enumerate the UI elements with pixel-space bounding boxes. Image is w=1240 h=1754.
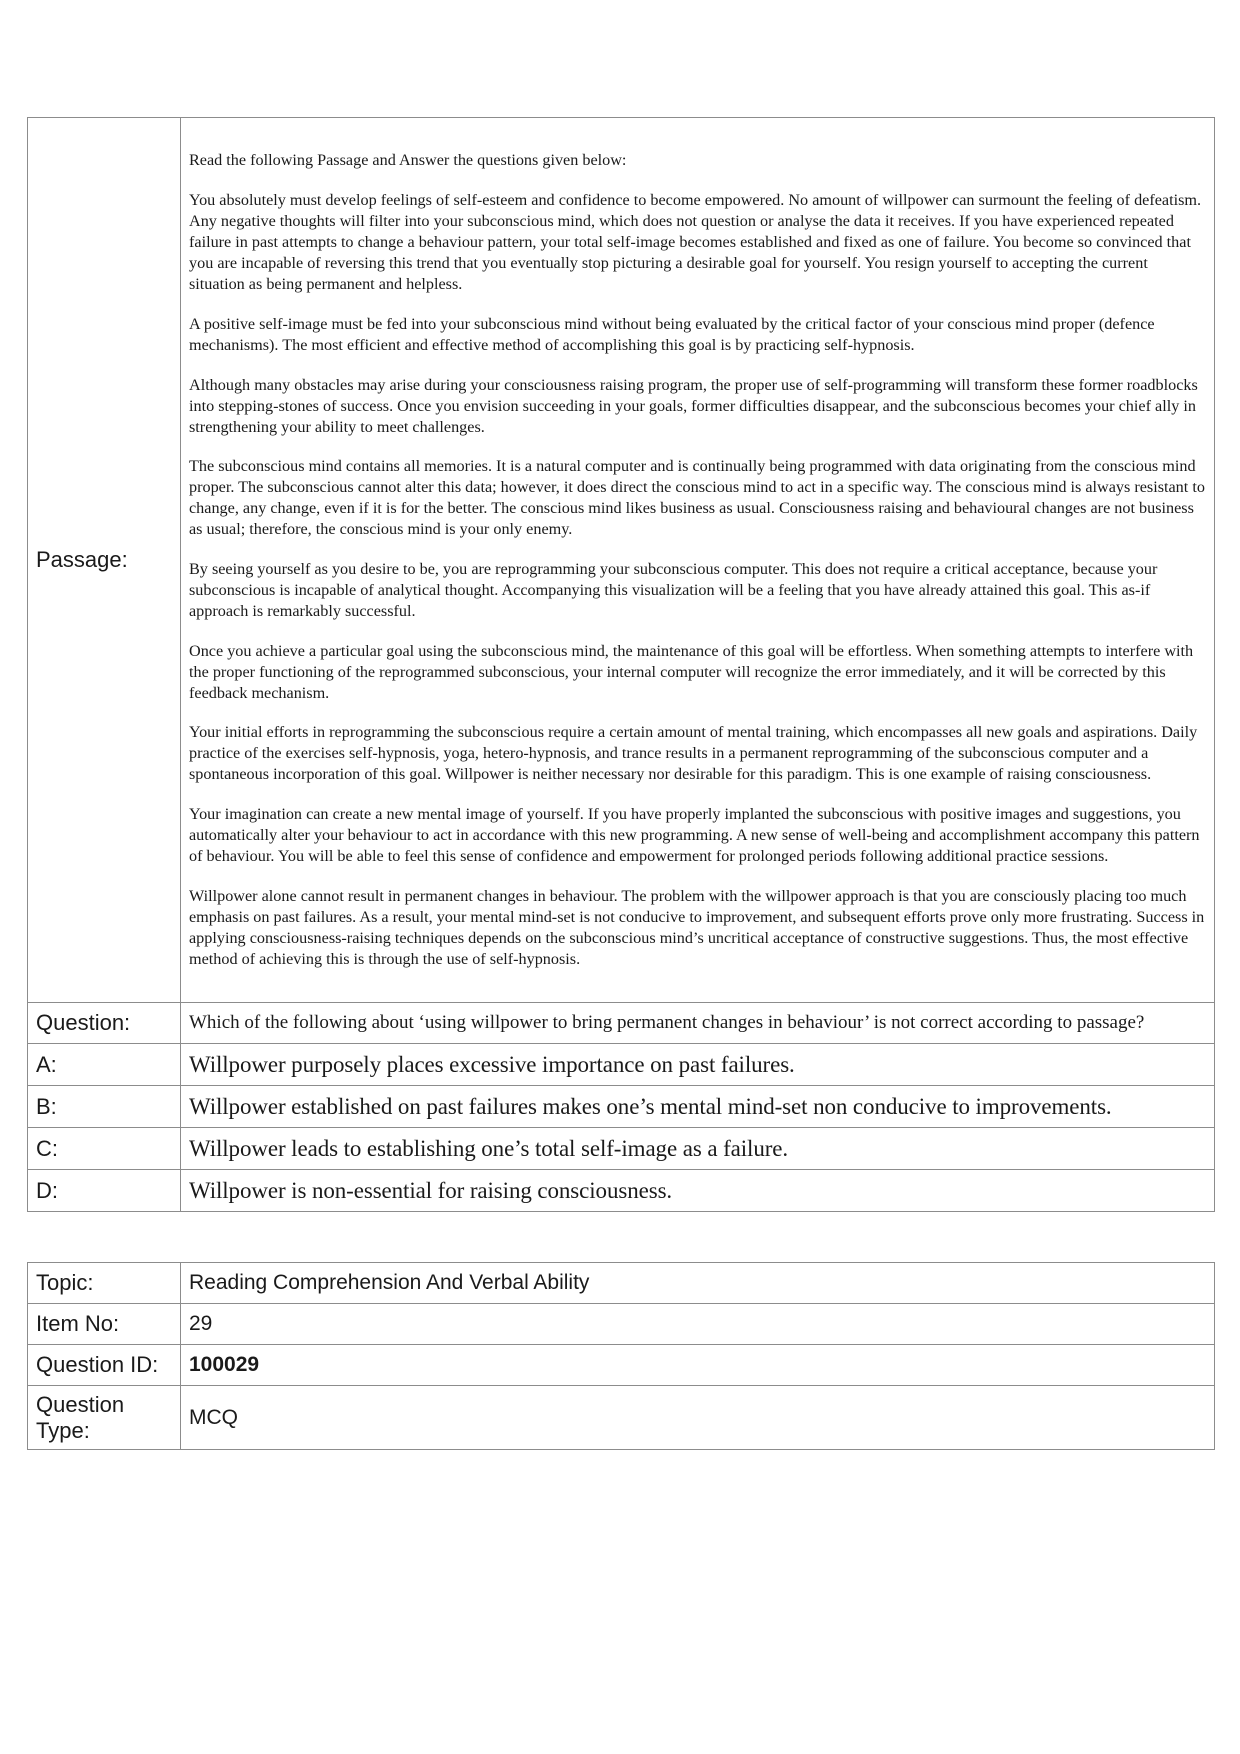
item-no-row: [28, 1304, 1215, 1345]
topic-label: Topic:: [28, 1263, 181, 1304]
option-a-text: Willpower purposely places excessive importance on past failures.: [181, 1044, 1215, 1086]
option-d-label: D:: [28, 1170, 181, 1212]
question-type-row: [28, 1386, 1215, 1450]
passage-paragraph: Although many obstacles may arise during your consciousness raising program, the proper use of self-programming will transform these former roadblocks into stepping-stones of success. Once you envision succeeding in your goals, former difficulties disappear, and the subconscious becomes your chief ally in strengthening your ability to meet challenges.: [189, 375, 1198, 436]
question-text: Which of the following about ‘using willpower to bring permanent changes in behaviour’ is not correct according to passage?: [181, 1003, 1215, 1044]
question-id-label: Question ID:: [28, 1345, 181, 1386]
option-c-label: C:: [28, 1128, 181, 1170]
item-no-label: Item No:: [28, 1304, 181, 1345]
passage-paragraph: The subconscious mind contains all memories. It is a natural computer and is continually being programmed with data originating from the conscious mind proper. The subconscious cannot alter this data; however, it does direct the conscious mind to act in a specific way. The conscious mind is always resistant to change, any change, even if it is for the better. The conscious mind likes business as usual. Consciousness raising and behavioural changes are not business as usual; therefore, the conscious mind is your only enemy.: [189, 457, 1205, 539]
metadata-table: [27, 1262, 1215, 1450]
option-c-text: Willpower leads to establishing one’s total self-image as a failure.: [181, 1128, 1215, 1170]
option-row-d: [28, 1170, 1215, 1212]
question-table: [27, 117, 1215, 1212]
option-row-b: [28, 1086, 1215, 1128]
topic-value: Reading Comprehension And Verbal Ability: [181, 1263, 1215, 1304]
passage-paragraph: Once you achieve a particular goal using the subconscious mind, the maintenance of this goal will be effortless. When something attempts to interfere with the proper functioning of the reprogrammed subconscious, your internal computer will recognize the error immediately, and it will be corrected by this feedback mechanism.: [189, 641, 1194, 702]
question-id-row: [28, 1345, 1215, 1386]
passage-instruction: Read the following Passage and Answer the questions given below:: [189, 151, 627, 170]
passage-paragraph: You absolutely must develop feelings of self-esteem and confidence to become empowered. No amount of willpower can surmount the feeling of defeatism. Any negative thoughts will filter into your subconscious mind, which does not question or analyse the data it receives. If you have experienced repeated failure in past attempts to change a behaviour pattern, your total self-image becomes established and fixed as one of failure. You become so convinced that you are incapable of reversing this trend that you eventually stop picturing a desirable goal for yourself. You resign yourself to accepting the current situation as being permanent and helpless.: [189, 191, 1202, 293]
option-b-label: B:: [28, 1086, 181, 1128]
passage-content: [181, 118, 1215, 1003]
passage-label: Passage:: [28, 118, 181, 1003]
option-b-text: Willpower established on past failures makes one’s mental mind-set non conducive to improvements.: [181, 1086, 1215, 1128]
passage-paragraph: A positive self-image must be fed into your subconscious mind without being evaluated by the critical factor of your conscious mind proper (defence mechanisms). The most efficient and effective method of accomplishing this goal is by practicing self-hypnosis.: [189, 314, 1155, 354]
item-no-value: 29: [181, 1304, 1215, 1345]
topic-row: [28, 1263, 1215, 1304]
option-row-c: [28, 1128, 1215, 1170]
option-d-text: Willpower is non-essential for raising consciousness.: [181, 1170, 1215, 1212]
option-a-label: A:: [28, 1044, 181, 1086]
question-type-label: Question Type:: [28, 1386, 181, 1450]
passage-paragraph: Willpower alone cannot result in permanent changes in behaviour. The problem with the willpower approach is that you are consciously placing too much emphasis on past failures. As a result, your mental mind-set is not conducive to improvement, and subsequent efforts prove only more frustrating. Success in applying consciousness-raising techniques depends on the subconscious mind’s uncritical acceptance of constructive suggestions. Thus, the most effective method of achieving this is through the use of self-hypnosis.: [189, 886, 1205, 968]
question-type-value: MCQ: [181, 1386, 1215, 1450]
question-row: [28, 1003, 1215, 1044]
question-label: Question:: [28, 1003, 181, 1044]
question-id-value: 100029: [181, 1345, 1215, 1386]
passage-row: [28, 118, 1215, 1003]
passage-paragraph: By seeing yourself as you desire to be, you are reprogramming your subconscious computer. This does not require a critical acceptance, because your subconscious is incapable of analytical thought. Accompanying this visualization will be a feeling that you have already attained this goal. This as-if approach is remarkably successful.: [189, 560, 1158, 620]
option-row-a: [28, 1044, 1215, 1086]
passage-paragraph: Your initial efforts in reprogramming the subconscious require a certain amount of mental training, which encompasses all new goals and aspirations. Daily practice of the exercises self-hypnosis, yoga, hetero-hypnosis, and trance results in a permanent reprogramming of the subconscious computer and a spontaneous incorporation of this goal. Willpower is neither necessary nor desirable for this paradigm. This is one example of raising consciousness.: [189, 723, 1198, 784]
passage-paragraph: Your imagination can create a new mental image of yourself. If you have properly implanted the subconscious with positive images and suggestions, you automatically alter your behaviour to act in accordance with this new programming. A new sense of well-being and accomplishment accompany this pattern of behaviour. You will be able to feel this sense of confidence and empowerment for prolonged periods following additional practice sessions.: [189, 805, 1200, 866]
